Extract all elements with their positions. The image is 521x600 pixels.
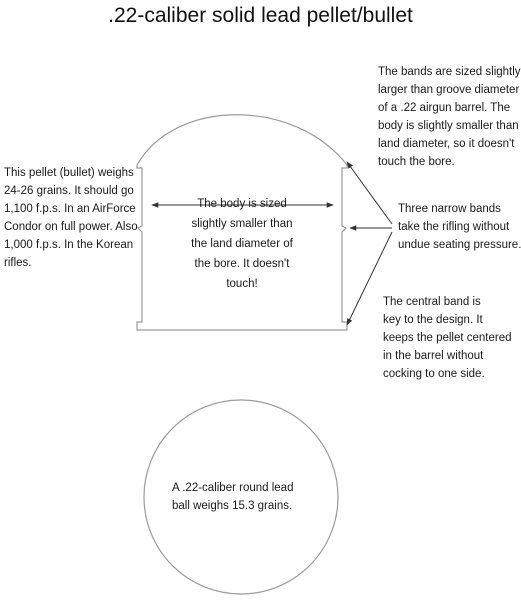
diagram-title: .22-caliber solid lead pellet/bullet [108, 4, 413, 27]
note-line: Condor on full power. Also [4, 221, 138, 233]
bands-sized-note [378, 63, 521, 171]
note-line: larger than groove diameter [378, 84, 520, 96]
note-line: the bore. It doesn't [194, 258, 290, 270]
body-note [176, 194, 308, 294]
note-line: keeps the pellet centered [383, 332, 512, 344]
note-line: rifles. [4, 257, 32, 269]
central-band-note [383, 293, 512, 383]
note-line: take the rifling without [398, 221, 510, 233]
round-ball-note [172, 479, 293, 515]
note-line: touch! [226, 278, 258, 290]
note-line: slightly smaller than [191, 218, 293, 230]
note-line: in the barrel without [383, 350, 484, 362]
top-band-arrow [347, 162, 392, 224]
note-line: of a .22 airgun barrel. The [378, 102, 511, 114]
note-line: 24-26 grains. It should go [4, 185, 134, 197]
note-line: key to the design. It [383, 314, 483, 326]
note-line: The bands are sized slightly [378, 66, 521, 78]
note-line: cocking to one side. [383, 368, 485, 380]
note-line: The central band is [383, 296, 481, 308]
note-line: 1,000 f.p.s. In the Korean [4, 239, 134, 251]
note-line: body is slightly smaller than [378, 120, 519, 132]
note-line: touch the bore. [378, 156, 455, 168]
note-line: The body is sized [197, 198, 287, 210]
note-line: land diameter, so it doesn't [378, 138, 515, 150]
note-line: ball weighs 15.3 grains. [172, 500, 293, 512]
three-bands-note [398, 200, 521, 254]
note-line: This pellet (bullet) weighs [4, 167, 134, 179]
note-line: A .22-caliber round lead [172, 482, 294, 494]
note-line: the land diameter of [191, 238, 293, 250]
note-line: undue seating pressure. [398, 239, 521, 251]
note-line: Three narrow bands [398, 203, 501, 215]
weight-note [4, 164, 138, 272]
note-line: 1,100 f.p.s. In an AirForce [4, 203, 136, 215]
